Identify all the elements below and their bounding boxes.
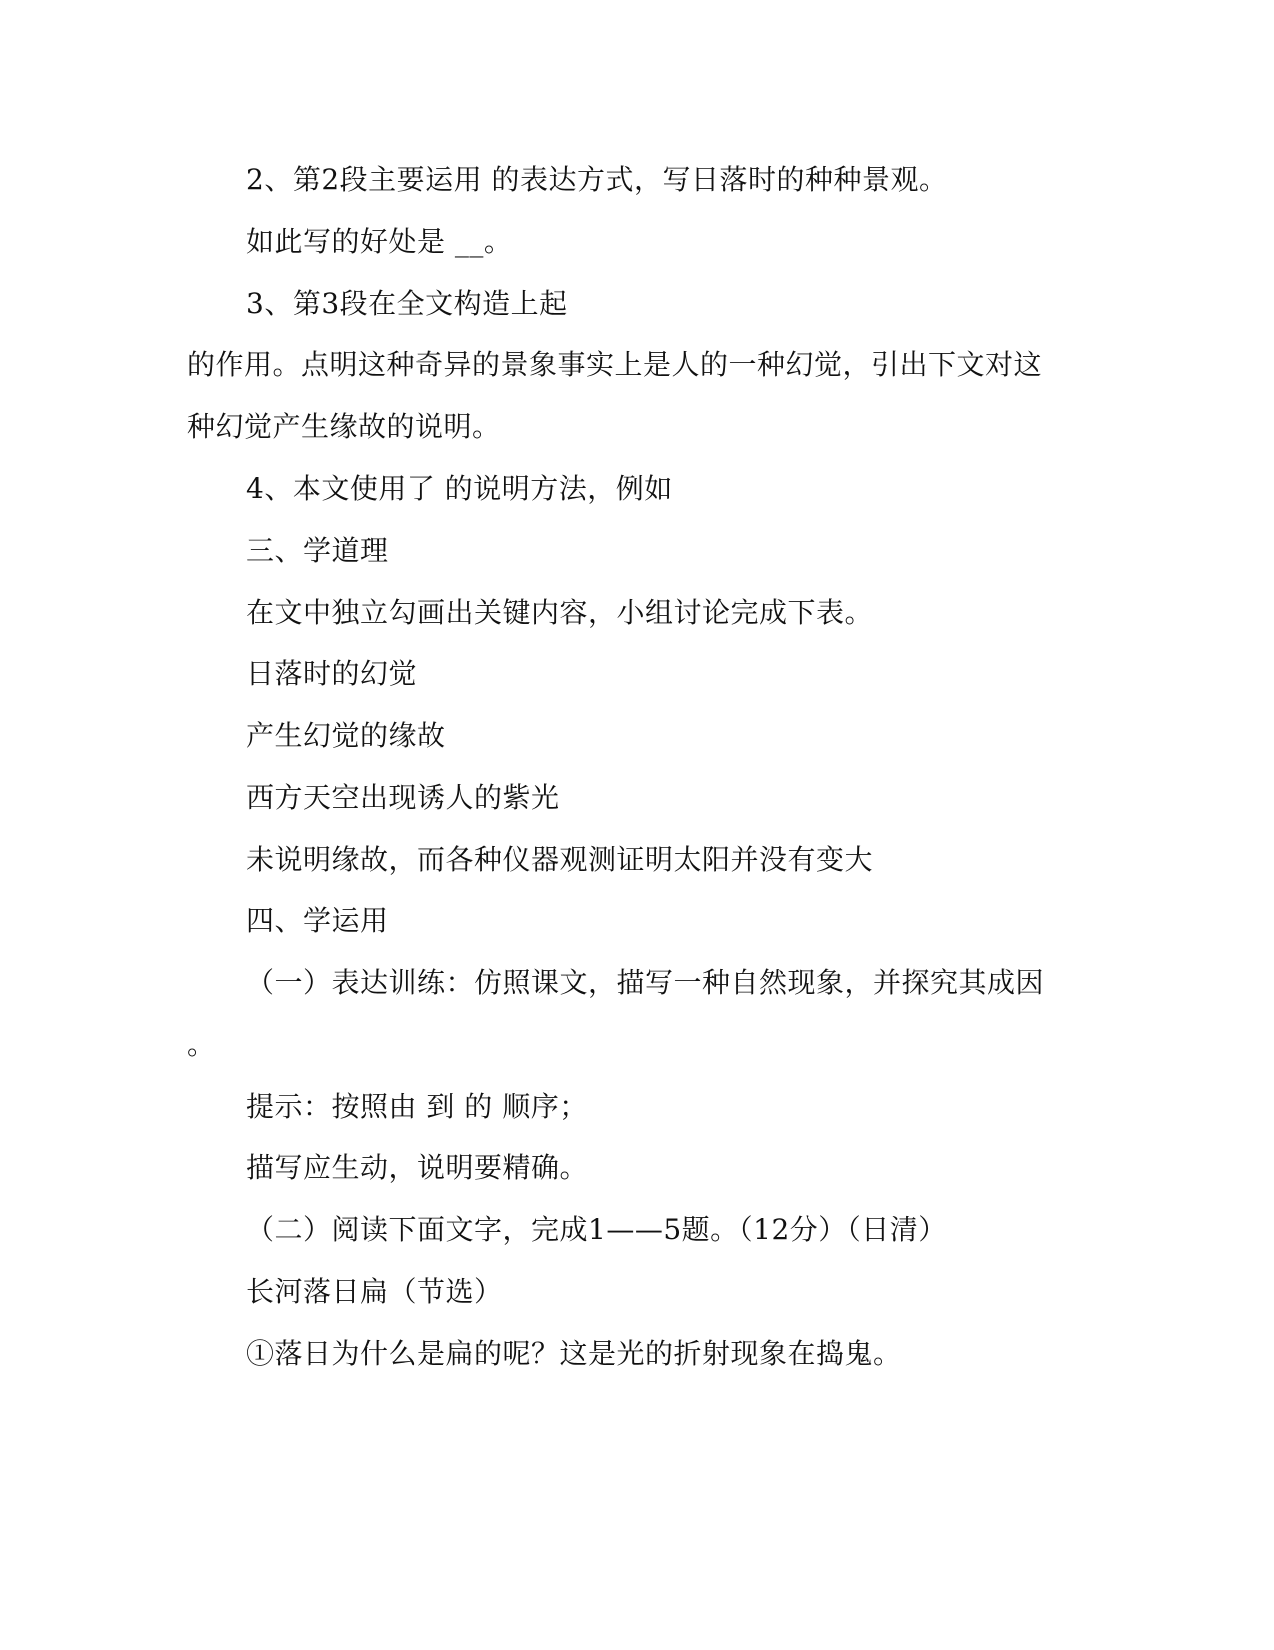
question-3-continuation: 的作用。点明这种奇异的景象事实上是人的一种幻觉，引出下文对这 (187, 348, 1043, 381)
section-heading-4: 四、学运用 (246, 904, 389, 937)
question-4-line: 4、本文使用了 的说明方法，例如 (246, 472, 673, 505)
hint-line-2: 描写应生动，说明要精确。 (246, 1151, 589, 1184)
question-2-followup: 如此写的好处是 __。 (246, 225, 513, 258)
hint-line: 提示：按照由 到 的 顺序； (246, 1090, 588, 1123)
question-3-line: 3、第3段在全文构造上起 (246, 287, 568, 320)
expression-training-line: （一）表达训练：仿照课文，描写一种自然现象，并探究其成因 (246, 966, 1045, 999)
passage-title: 长河落日扁（节选） (246, 1275, 503, 1308)
table-header-cause: 产生幻觉的缘故 (246, 719, 446, 752)
question-2-line: 2、第2段主要运用 的表达方式，写日落时的种种景观。 (246, 163, 948, 196)
section-heading-3: 三、学道理 (246, 534, 389, 567)
instruction-line: 在文中独立勾画出关键内容，小组讨论完成下表。 (246, 596, 874, 629)
expression-training-period: 。 (187, 1028, 216, 1061)
table-header-illusion: 日落时的幻觉 (246, 657, 418, 690)
table-cell-illusion-1: 西方天空出现诱人的紫光 (246, 781, 560, 814)
passage-paragraph-1: ①落日为什么是扁的呢？这是光的折射现象在捣鬼。 (246, 1337, 902, 1370)
reading-task-line: （二）阅读下面文字，完成1——5题。（12分）（日清） (246, 1213, 947, 1246)
table-cell-cause-1: 未说明缘故，而各种仪器观测证明太阳并没有变大 (246, 843, 874, 876)
question-3-continuation-2: 种幻觉产生缘故的说明。 (187, 410, 501, 443)
